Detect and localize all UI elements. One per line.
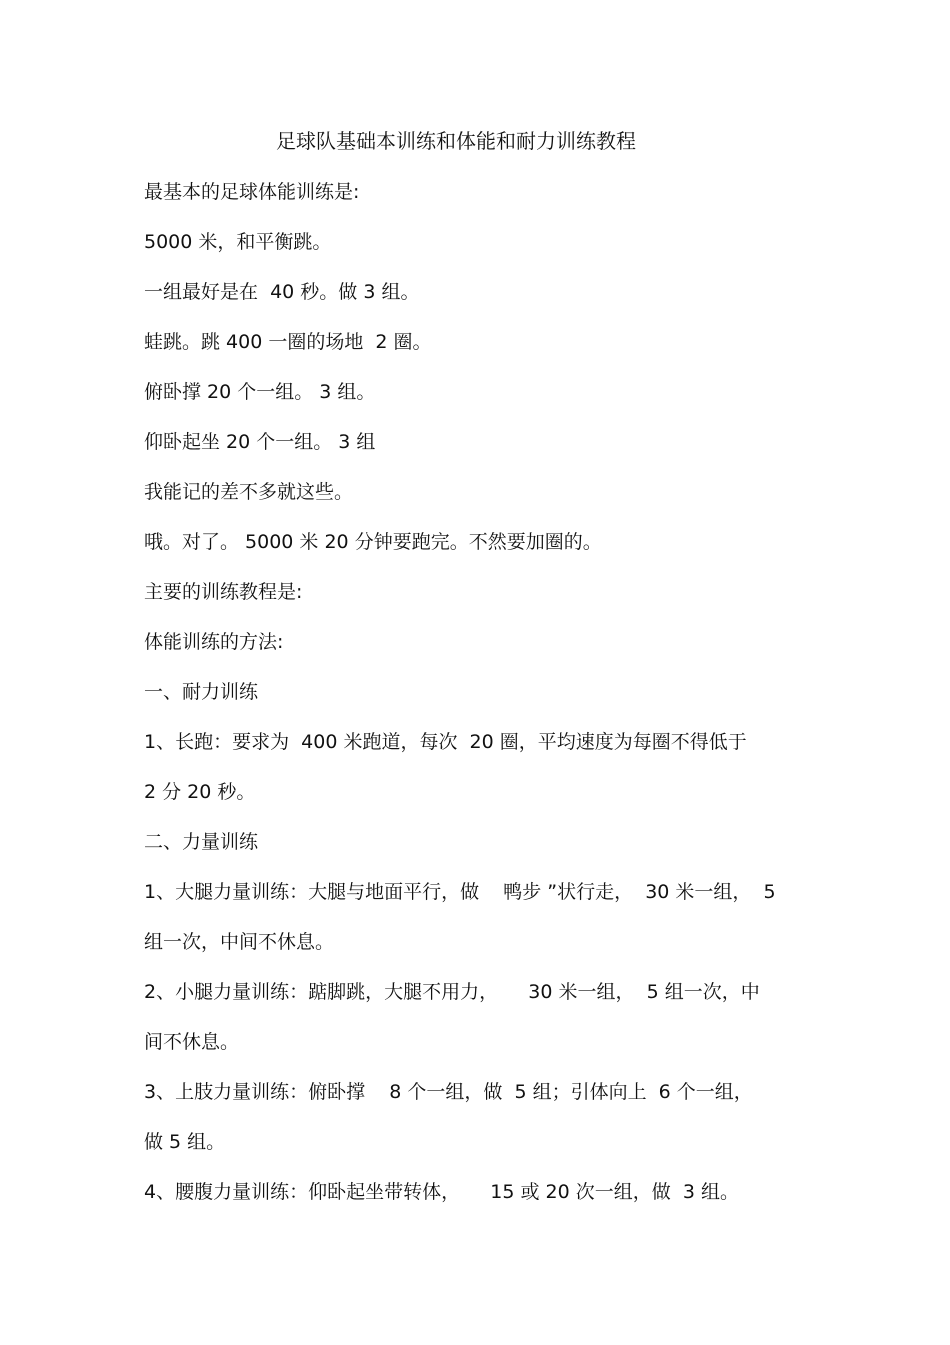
text-line: 体能训练的方法: [144,631,284,653]
text-line: 2 分 20 秒。 [144,781,256,803]
text-line: 1、大腿力量训练：大腿与地面平行，做 鸭步 ”状行走， 30 米一组， 5 [144,881,776,903]
text-line: 俯卧撑 20 个一组。 3 组。 [144,381,376,403]
text-line: 仰卧起坐 20 个一组。 3 组 [144,431,376,453]
text-line: 主要的训练教程是: [144,581,303,603]
text-line: 5000 米，和平衡跳。 [144,231,332,253]
section-heading: 二、力量训练 [144,831,259,853]
text-line: 蛙跳。跳 400 一圈的场地 2 圈。 [144,331,432,353]
text-line: 一组最好是在 40 秒。做 3 组。 [144,281,420,303]
text-line: 1、长跑：要求为 400 米跑道，每次 20 圈，平均速度为每圈不得低于 [144,731,747,753]
text-line: 我能记的差不多就这些。 [144,481,354,503]
text-line: 做 5 组。 [144,1131,226,1153]
text-line: 哦。对了。 5000 米 20 分钟要跑完。不然要加圈的。 [144,531,602,553]
text-line: 间不休息。 [144,1031,240,1053]
section-heading: 一、耐力训练 [144,681,259,703]
document-title: 足球队基础本训练和体能和耐力训练教程 [276,129,636,153]
text-line: 组一次，中间不休息。 [144,931,335,953]
text-line: 4、腰腹力量训练：仰卧起坐带转体， 15 或 20 次一组，做 3 组。 [144,1181,739,1203]
text-line: 2、小腿力量训练：踮脚跳，大腿不用力， 30 米一组， 5 组一次，中 [144,981,760,1003]
text-line: 最基本的足球体能训练是: [144,181,360,203]
text-line: 3、上肢力量训练：俯卧撑 8 个一组，做 5 组；引体向上 6 个一组， [144,1081,753,1103]
